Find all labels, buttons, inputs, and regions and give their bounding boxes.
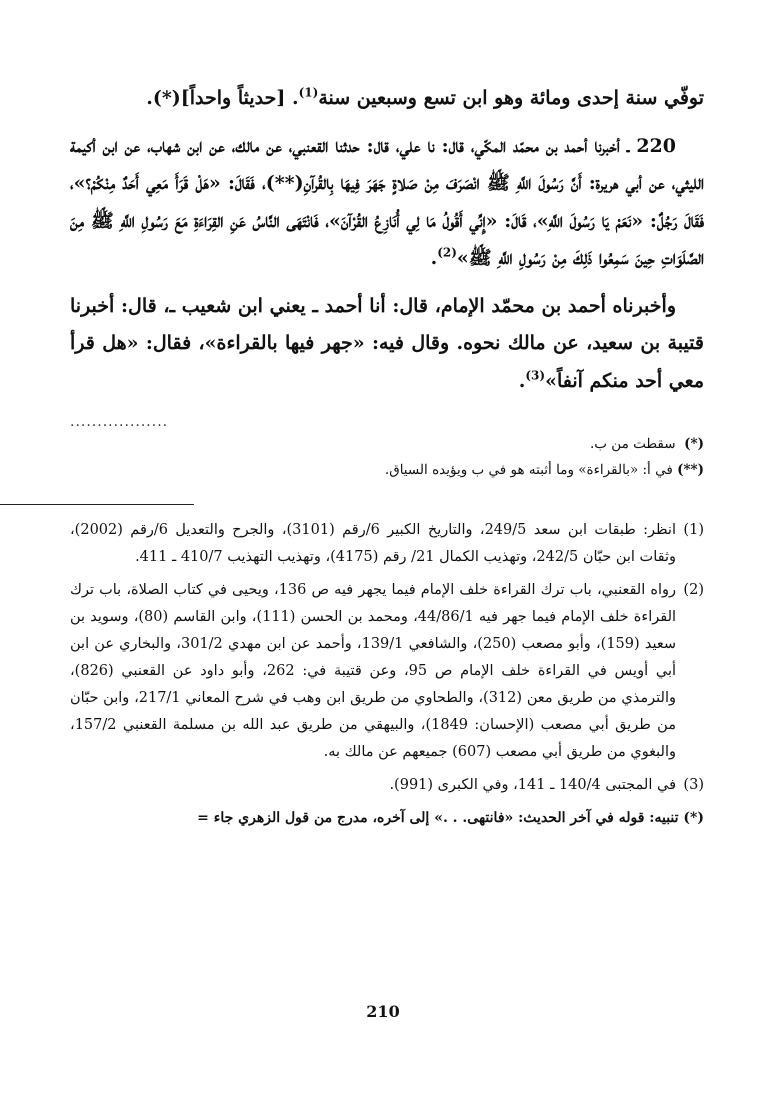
period: . — [518, 369, 526, 392]
paragraph-intro-text: توفّي سنة إحدى ومائة وهو ابن تسع وسبعين سنة — [318, 87, 704, 109]
paragraph-intro-tail: . [حديثاً واحداً] — [180, 87, 299, 109]
book-page — [70, 80, 704, 1101]
footnote-1 — [70, 517, 704, 571]
footnote-divider — [0, 504, 194, 505]
footnote-tail-note: (*) تنبيه: قوله في آخر الحديث: «فانتهى. . .» إلى آخره، مدرج من قول الزهري جاء = — [197, 810, 704, 826]
paragraph-second-chain — [70, 288, 704, 401]
footnote-text: في المجتبى 140/4 ـ 141، وفي الكبرى (991). — [389, 777, 676, 793]
hadith-text-continued: ، فَقَالَ: «هَلْ قَرَأَ مَعِي أَحَدٌ مِنْكُمْ؟»، فَقَالَ رَجُلٌ: «نَعَمْ يَا رَسُولَ اللَّهِ»، قَالَ: «إِنِّي أَقُولُ مَا لِي أُنَازِعُ القُرْآنَ»، فَانْتَهَى النَّاسُ عَنِ القِرَاءَةِ مَعَ رَسُولِ اللَّهِ ﷺ مِنَ الصَّلَوَاتِ حِينَ سَمِعُوا ذَلِكَ مِنْ رَسُولِ اللَّهِ ﷺ» — [70, 172, 704, 269]
editor-note-text: في أ: «بالقراءة» وما أثبته هو في ب ويؤيده السياق. — [384, 462, 673, 478]
footnote-number: (2) — [683, 582, 704, 598]
footnote-text: رواه القعنبي، باب ترك القراءة خلف الإمام فيما يجهر فيه ص 136، ويحيى في كتاب الصلاة، باب ترك القراءة خلف الإمام فيما جهر فيه 44/86/1، ومحمد بن الحسن (111)، وابن القاسم (80)، وسويد بن سعيد (159)، وأبو مصعب (250)، والشافعي 139/1، وأحمد عن ابن مهدي 301/2، والبخاري عن ابن أبي أويس في القراءة خلف الإمام ص 95، وعن قتيبة في: 262، وأبو داود عن القعنبي (826)، والترمذي من طريق معن (312)، والطحاوي من طريق ابن وهب في شرح المعاني 217/1، وابن حبّان من طريق أبي مصعب (الإحسان: 1849)، والبيهقي من طريق عبد الله بن مسلمة القعنبي 157/2، والبغوي من طريق أبي مصعب (607) جميعهم عن مالك به. — [70, 582, 677, 760]
paragraph-intro — [70, 80, 704, 118]
editor-note-text: سقطت من ب. — [590, 436, 676, 452]
page-number: 210 — [366, 1002, 400, 1021]
footnote-ref-2: (2) — [437, 245, 457, 260]
editor-note — [70, 432, 704, 456]
paragraph-hadith-220 — [70, 128, 704, 278]
period: . — [146, 87, 153, 109]
editor-note-mark: (*) — [684, 436, 704, 452]
editor-note-mark: (**) — [677, 462, 704, 478]
editor-notes — [70, 432, 704, 482]
footnote-ref-3: (3) — [525, 368, 546, 383]
hadith-number: 220 — [636, 134, 676, 157]
hadith-text: ـ أخبرنا أحمد بن محمّد المكّي، قال: نا علي، قال: حدثنا القعنبي، عن مالك، عن ابن شهاب، عن ابن أكيمة الليثي، عن أبي هريرة: أَنَّ رَسُولَ اللَّهِ ﷺ انْصَرَفَ مِنْ صَلاةٍ جَهَرَ فِيهَا بِالقُرآنِ — [70, 134, 704, 194]
footnote-3 — [70, 772, 704, 799]
main-text — [70, 80, 704, 400]
star-ref-2: (**) — [265, 172, 304, 194]
period: . — [430, 247, 438, 269]
dotted-separator: .................. — [70, 414, 169, 430]
star-ref-1: (*) — [152, 87, 181, 109]
footnote-number: (1) — [683, 522, 704, 538]
footnotes — [70, 517, 704, 832]
editor-note — [70, 458, 704, 482]
footnote-number: (3) — [683, 777, 704, 793]
footnote-text: انظر: طبقات ابن سعد 249/5، والتاريخ الكبير 6/رقم (3101)، والجرح والتعديل 6/رقم (2002)، وثقات ابن حبّان 242/5، وتهذيب الكمال 21/ رقم (4175)، وتهذيب التهذيب 410/7 ـ 411. — [70, 522, 676, 565]
footnote-2 — [70, 577, 704, 766]
footnote-ref-1: (1) — [298, 85, 319, 100]
second-chain-text: وأخبرناه أحمد بن محمّد الإمام، قال: أنا أحمد ـ يعني ابن شعيب ـ، قال: أخبرنا قتيبة بن سعيد، عن مالك نحوه. وقال فيه: «جهر فيها بالقراءة»، فقال: «هل قرأ معي أحد منكم آنفاً» — [70, 294, 704, 392]
